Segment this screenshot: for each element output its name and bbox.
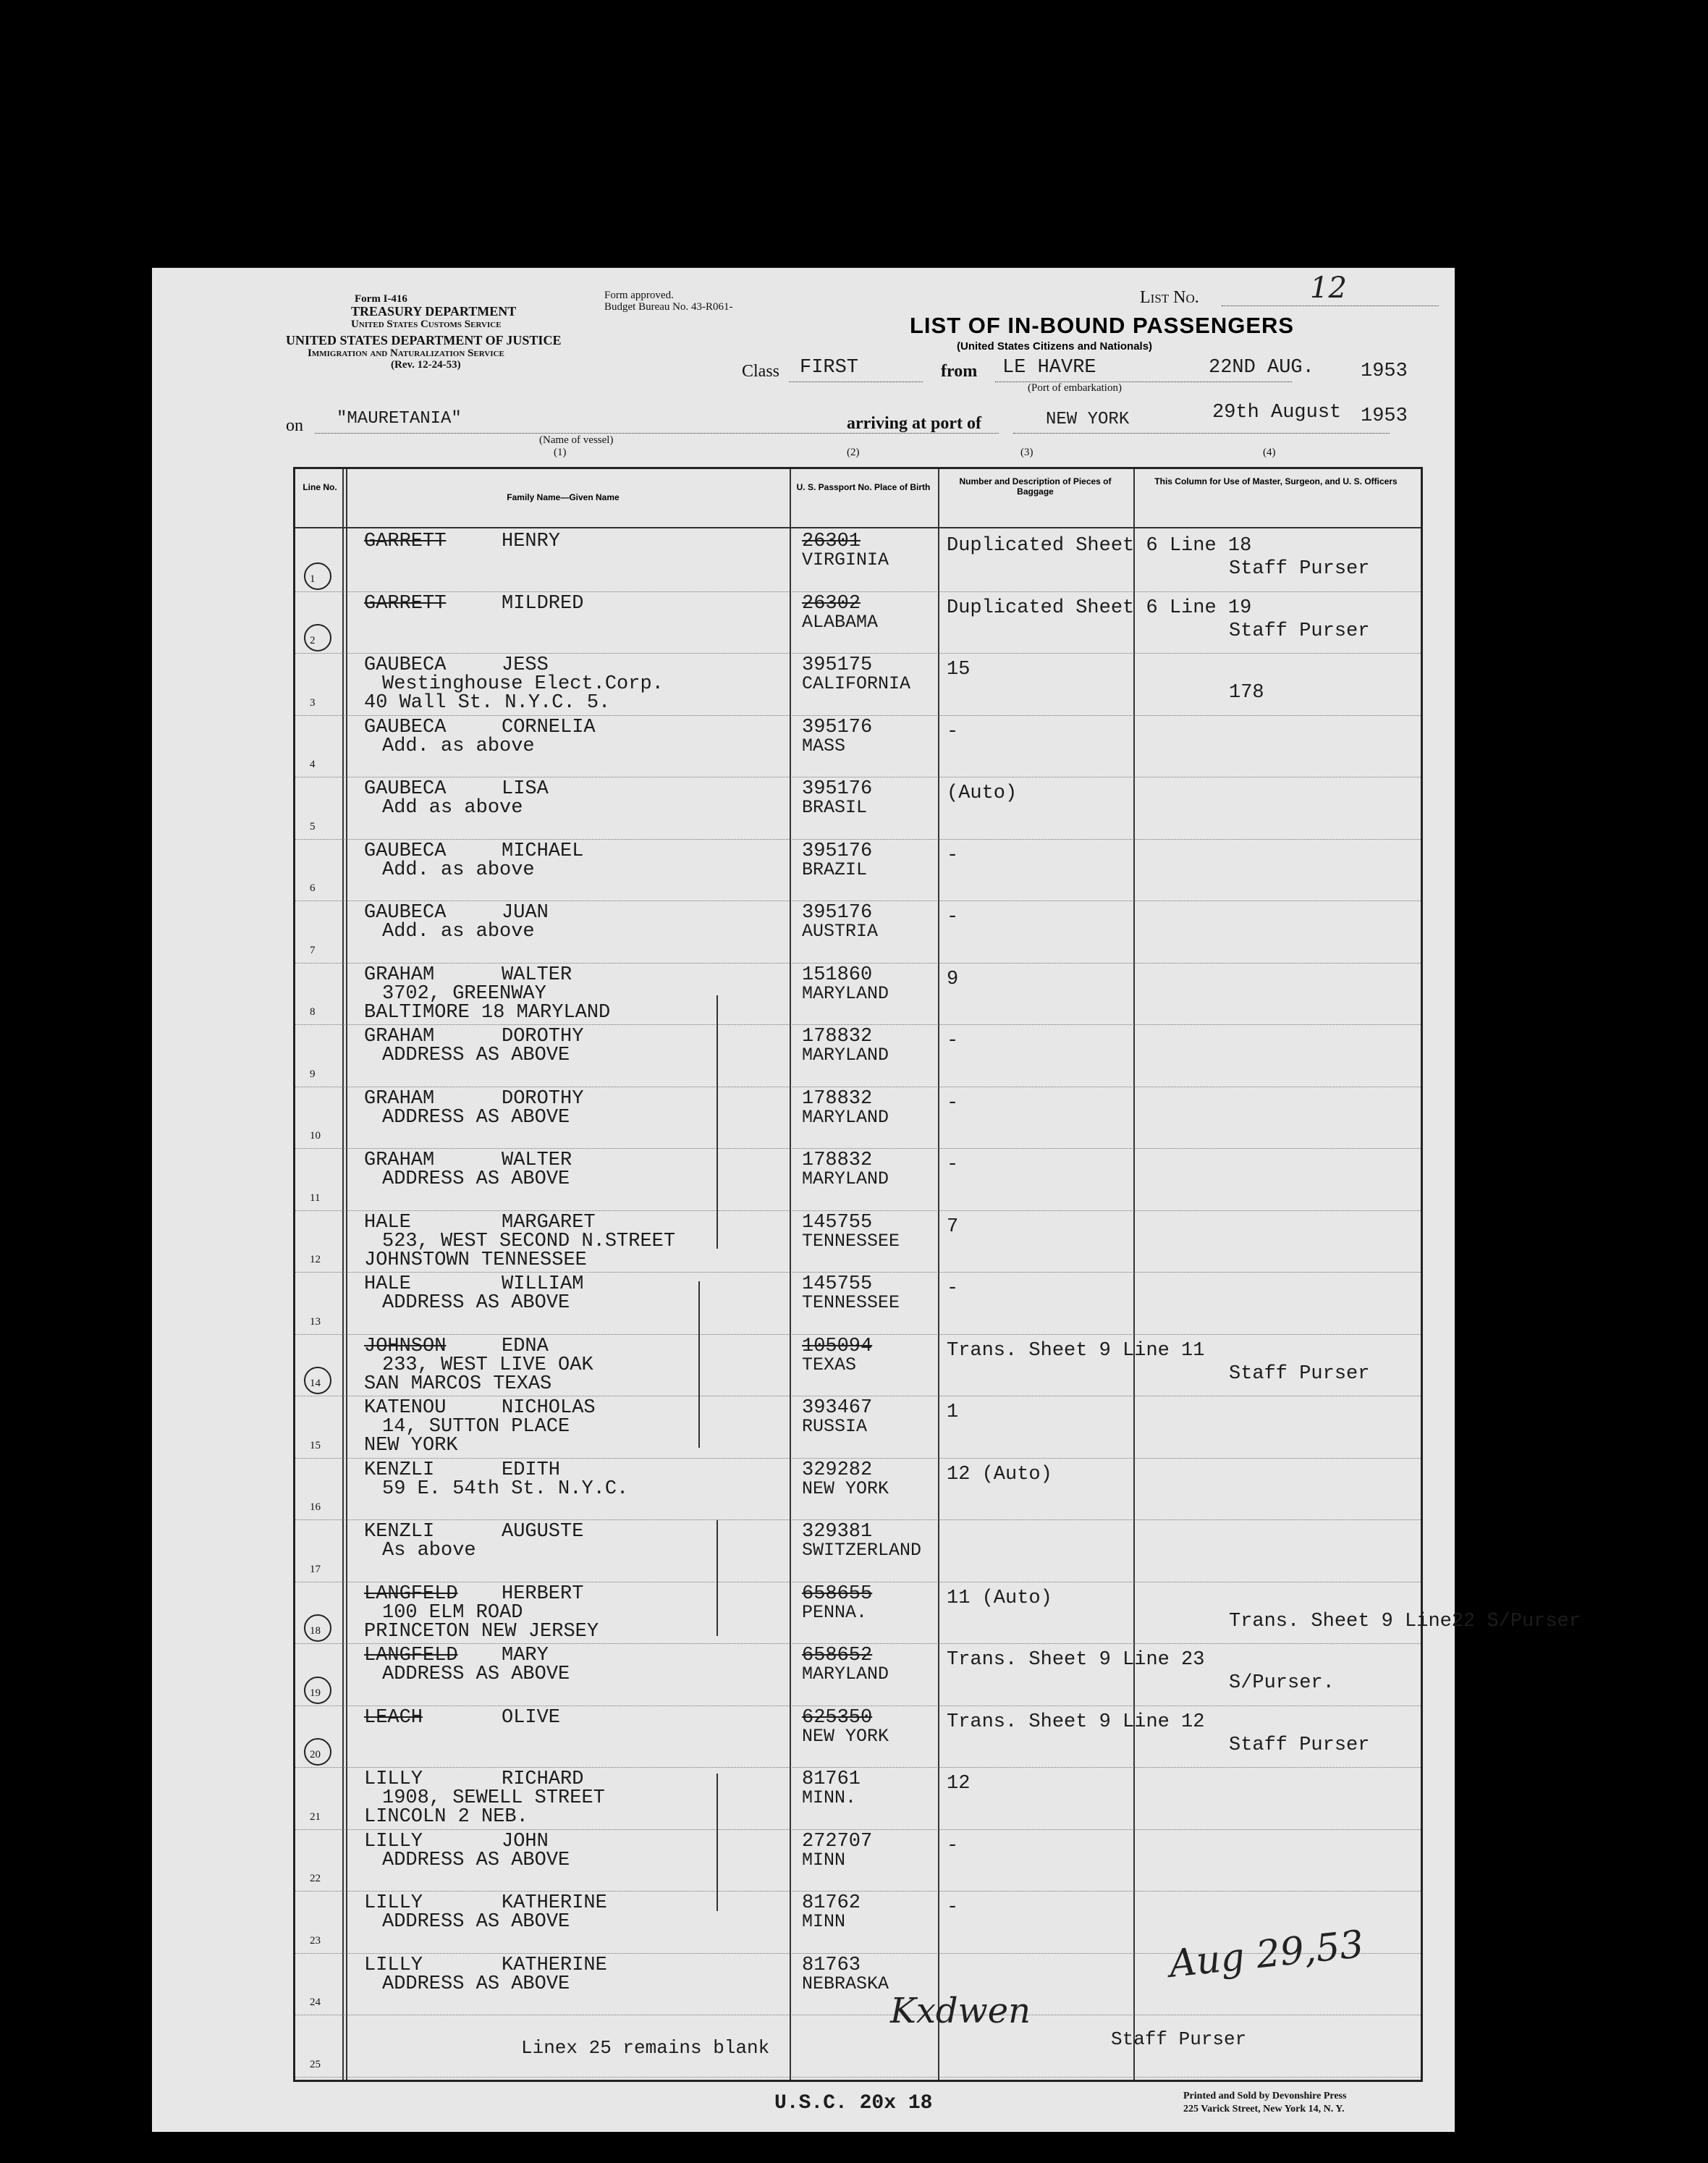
- given-name: WALTER: [502, 1150, 572, 1171]
- arrival-year: 1953: [1361, 405, 1408, 427]
- family-name: GAUBECA: [364, 778, 447, 800]
- given-name: HENRY: [502, 531, 561, 552]
- passport-number: 329282: [802, 1459, 873, 1481]
- line-number: 6: [310, 882, 316, 894]
- address-line-2: PRINCETON NEW JERSEY: [364, 1620, 599, 1643]
- line-number: 12: [310, 1254, 321, 1265]
- baggage: (Auto): [947, 783, 1018, 804]
- line-number: 11: [310, 1192, 321, 1204]
- port-embark-label: (Port of embarkation): [1028, 382, 1122, 394]
- place-of-birth: MASS: [802, 735, 846, 756]
- blank-line-note: Linex 25 remains blank: [521, 2037, 770, 2059]
- address-line-1: Add. as above: [382, 735, 535, 757]
- col-num-4: (4): [1263, 447, 1276, 458]
- table-row: [295, 591, 1421, 654]
- family-name: GRAHAM: [364, 964, 435, 986]
- line-number: 18: [310, 1625, 321, 1637]
- given-name: DOROTHY: [502, 1087, 584, 1110]
- given-name: NICHOLAS: [502, 1397, 596, 1419]
- line-number: 17: [310, 1563, 321, 1575]
- place-of-birth: SWITZERLAND: [802, 1540, 922, 1561]
- baggage: -: [947, 906, 959, 928]
- baggage: Duplicated Sheet 6 Line 19: [947, 596, 1252, 619]
- budget-label: Budget Bureau No. 43-R061-: [604, 301, 733, 313]
- family-name: GRAHAM: [364, 1026, 435, 1047]
- baggage: 12 (Auto): [947, 1463, 1052, 1485]
- line-number: 21: [310, 1810, 321, 1823]
- given-name: JOHN: [502, 1830, 549, 1852]
- revision-label: (Rev. 12-24-53): [391, 359, 461, 371]
- printer-line-2: 225 Varick Street, New York 14, N. Y.: [1183, 2104, 1345, 2114]
- line-number: 25: [310, 2058, 321, 2070]
- place-of-birth: BRAZIL: [802, 859, 868, 880]
- passport-number: 26301: [802, 531, 861, 552]
- given-name: EDNA: [502, 1335, 549, 1357]
- given-name: WILLIAM: [502, 1273, 584, 1295]
- given-name: JESS: [502, 654, 549, 676]
- baggage: 9: [947, 968, 959, 990]
- address-line-1: ADDRESS AS ABOVE: [382, 1973, 570, 1995]
- given-name: MICHAEL: [502, 840, 584, 862]
- baggage: -: [947, 720, 959, 743]
- passport-number: 81761: [802, 1768, 861, 1790]
- form-subtitle: (United States Citizens and Nationals): [957, 340, 1153, 353]
- passport-number: 178832: [802, 1150, 873, 1171]
- table-row: [295, 1148, 1421, 1210]
- table-row: [295, 1396, 1421, 1458]
- given-name: OLIVE: [502, 1706, 561, 1729]
- officer-note: Trans. Sheet 9 Line22 S/Purser: [1229, 1610, 1581, 1632]
- passport-number: 81763: [802, 1954, 861, 1976]
- col-num-2: (2): [847, 447, 860, 458]
- passport-number: 81762: [802, 1892, 861, 1914]
- class-line: [789, 381, 923, 382]
- table-row: [295, 1210, 1421, 1273]
- usc-code: U.S.C. 20x 18: [774, 2092, 933, 2114]
- address-line-2: JOHNSTOWN TENNESSEE: [364, 1249, 587, 1271]
- table-row: [295, 715, 1421, 777]
- place-of-birth: VIRGINIA: [802, 549, 889, 570]
- line-circle-mark: [304, 1367, 331, 1394]
- printer-line-1: Printed and Sold by Devonshire Press: [1183, 2091, 1347, 2101]
- family-name: LILLY: [364, 1768, 423, 1790]
- family-name: JOHNSON: [364, 1335, 447, 1357]
- place-of-birth: MINN: [802, 1849, 846, 1871]
- line-circle-mark: [304, 624, 331, 652]
- line-number: 8: [310, 1006, 316, 1018]
- table-row: [295, 1519, 1421, 1582]
- officer-note: Staff Purser: [1229, 1734, 1370, 1756]
- passport-number: 272707: [802, 1830, 873, 1852]
- line-number: 7: [310, 944, 316, 956]
- baggage: 7: [947, 1215, 959, 1238]
- family-name: LEACH: [364, 1706, 423, 1729]
- table-row: [295, 1334, 1421, 1396]
- officer-note: Staff Purser: [1229, 558, 1370, 580]
- address-line-2: BALTIMORE 18 MARYLAND: [364, 1001, 611, 1024]
- family-name: GAUBECA: [364, 902, 447, 924]
- line-number: 1: [310, 573, 316, 585]
- line-number: 19: [310, 1687, 321, 1699]
- address-line-1: 523, WEST SECOND N.STREET: [382, 1230, 676, 1252]
- passport-number: 145755: [802, 1211, 873, 1234]
- arrival-line: [1013, 433, 1390, 434]
- line-number: 4: [310, 759, 316, 770]
- place-of-birth: CALIFORNIA: [802, 673, 911, 694]
- table-row: [295, 1272, 1421, 1334]
- baggage: -: [947, 1897, 959, 1918]
- place-of-birth: MARYLAND: [802, 1168, 889, 1189]
- address-line-1: Westinghouse Elect.Corp.: [382, 673, 664, 695]
- passport-number: 658655: [802, 1582, 873, 1605]
- family-name: KENZLI: [364, 1521, 435, 1543]
- officer-note: 178: [1229, 682, 1264, 704]
- customs-label: United States Customs Service: [351, 319, 502, 330]
- address-line-2: LINCOLN 2 NEB.: [364, 1806, 528, 1828]
- address-line-1: 1908, SEWELL STREET: [382, 1787, 605, 1809]
- given-name: LISA: [502, 778, 549, 800]
- vessel-label: (Name of vessel): [539, 434, 614, 446]
- list-no-line: [1222, 305, 1439, 306]
- family-name: GAUBECA: [364, 654, 447, 676]
- baggage: Trans. Sheet 9 Line 12: [947, 1711, 1205, 1733]
- address-line-1: ADDRESS AS ABOVE: [382, 1106, 570, 1129]
- line-number: 20: [310, 1749, 321, 1761]
- family-name: HALE: [364, 1273, 411, 1295]
- bracket-mark: [698, 1281, 700, 1448]
- baggage: -: [947, 1092, 959, 1114]
- baggage: Trans. Sheet 9 Line 23: [947, 1649, 1205, 1671]
- baggage: -: [947, 1834, 959, 1857]
- address-line-2: NEW YORK: [364, 1435, 458, 1456]
- passport-number: 178832: [802, 1026, 873, 1047]
- line-number: 3: [310, 696, 316, 709]
- passport-number: 178832: [802, 1087, 873, 1110]
- given-name: AUGUSTE: [502, 1521, 584, 1543]
- given-name: MILDRED: [502, 592, 584, 615]
- baggage: -: [947, 844, 959, 867]
- address-line-2: 40 Wall St. N.Y.C. 5.: [364, 692, 611, 714]
- table-row: [295, 653, 1421, 715]
- line-number: 23: [310, 1934, 321, 1947]
- given-name: EDITH: [502, 1459, 561, 1481]
- passport-number: 625350: [802, 1706, 873, 1729]
- officer-note: Staff Purser: [1229, 1362, 1370, 1385]
- family-name: GAUBECA: [364, 840, 447, 862]
- given-name: WALTER: [502, 964, 572, 986]
- from-label: from: [941, 362, 978, 381]
- table-row: [295, 1582, 1581, 1644]
- bracket-mark: [716, 1774, 718, 1911]
- place-of-birth: NEBRASKA: [802, 1973, 889, 1994]
- given-name: DOROTHY: [502, 1026, 584, 1047]
- given-name: JUAN: [502, 902, 549, 924]
- given-name: RICHARD: [502, 1768, 584, 1790]
- manifest-page: [152, 268, 1581, 2132]
- passport-number: 395176: [802, 716, 873, 738]
- table-row: [295, 1705, 1421, 1768]
- family-name: GAUBECA: [364, 716, 447, 738]
- arrival-port: NEW YORK: [1046, 410, 1130, 429]
- line-circle-mark: [304, 1738, 331, 1766]
- passport-number: 145755: [802, 1273, 873, 1295]
- address-line-1: ADDRESS AS ABOVE: [382, 1045, 570, 1066]
- place-of-birth: TENNESSEE: [802, 1230, 900, 1252]
- passenger-table: [293, 467, 1581, 2082]
- family-name: LANGFELD: [364, 1645, 458, 1666]
- col-head-line: Line No.: [303, 482, 337, 492]
- passport-number: 26302: [802, 592, 861, 615]
- table-row: [295, 1643, 1421, 1705]
- place-of-birth: MARYLAND: [802, 1106, 889, 1128]
- address-line-1: Add as above: [382, 797, 523, 819]
- passport-number: 393467: [802, 1397, 873, 1419]
- line-number: 14: [310, 1378, 321, 1389]
- address-line-1: 3702, GREENWAY: [382, 982, 546, 1005]
- passport-number: 395176: [802, 840, 873, 862]
- given-name: MARGARET: [502, 1211, 596, 1234]
- table-row: [295, 1767, 1421, 1829]
- family-name: GRAHAM: [364, 1150, 435, 1171]
- baggage: Duplicated Sheet 6 Line 18: [947, 535, 1252, 557]
- line-number: 2: [310, 635, 316, 646]
- place-of-birth: RUSSIA: [802, 1416, 868, 1437]
- place-of-birth: TEXAS: [802, 1354, 857, 1375]
- baggage: Trans. Sheet 9 Line 11: [947, 1339, 1205, 1362]
- baggage: 11 (Auto): [947, 1587, 1052, 1609]
- address-line-1: 59 E. 54th St. N.Y.C.: [382, 1477, 629, 1500]
- line-number: 5: [310, 820, 316, 832]
- baggage: 12: [947, 1773, 971, 1795]
- family-name: LILLY: [364, 1954, 423, 1976]
- family-name: LILLY: [364, 1830, 423, 1852]
- table-row: [295, 1458, 1421, 1520]
- list-no-label: List No.: [1140, 288, 1199, 307]
- baggage: -: [947, 1154, 959, 1176]
- on-label: on: [286, 416, 303, 435]
- passport-number: 395176: [802, 778, 873, 800]
- table-row: [295, 963, 1421, 1025]
- arriving-label: arriving at port of: [847, 414, 981, 433]
- embark-year: 1953: [1361, 360, 1408, 382]
- col-num-1: (1): [554, 447, 567, 458]
- place-of-birth: MINN: [802, 1911, 846, 1932]
- line-number: 13: [310, 1315, 321, 1328]
- family-name: GARRETT: [364, 592, 447, 615]
- bracket-mark: [716, 995, 718, 1249]
- address-line-1: Add. as above: [382, 859, 535, 881]
- passport-number: 151860: [802, 964, 873, 986]
- place-of-birth: PENNA.: [802, 1601, 868, 1623]
- address-line-1: ADDRESS AS ABOVE: [382, 1911, 570, 1933]
- baggage: 15: [947, 659, 971, 680]
- table-row: [295, 839, 1421, 901]
- class-label: Class: [742, 362, 780, 381]
- table-row: [295, 2015, 1421, 2077]
- baggage: -: [947, 1030, 959, 1052]
- col-head-name: Family Name—Given Name: [507, 492, 620, 502]
- passport-number: 658652: [802, 1645, 873, 1666]
- place-of-birth: NEW YORK: [802, 1477, 889, 1499]
- purser-signature: Kxdwen: [890, 1991, 1031, 2031]
- address-line-1: Add. as above: [382, 921, 535, 943]
- from-value: LE HAVRE: [1002, 357, 1096, 379]
- treasury-label: TREASURY DEPARTMENT: [351, 304, 517, 319]
- table-row: [295, 777, 1421, 839]
- line-circle-mark: [304, 1614, 331, 1642]
- given-name: CORNELIA: [502, 716, 596, 738]
- family-name: LILLY: [364, 1892, 423, 1914]
- line-number: 10: [310, 1130, 321, 1142]
- form-title: LIST OF IN-BOUND PASSENGERS: [910, 313, 1295, 338]
- place-of-birth: BRASIL: [802, 797, 868, 818]
- given-name: MARY: [502, 1645, 549, 1666]
- address-line-1: 14, SUTTON PLACE: [382, 1416, 570, 1438]
- line-number: 24: [310, 1997, 321, 2008]
- line-number: 22: [310, 1873, 321, 1884]
- given-name: HERBERT: [502, 1582, 584, 1605]
- address-line-1: ADDRESS AS ABOVE: [382, 1664, 570, 1685]
- family-name: HALE: [364, 1211, 411, 1234]
- family-name: LANGFELD: [364, 1582, 458, 1605]
- place-of-birth: MARYLAND: [802, 1664, 889, 1685]
- bracket-mark: [716, 1520, 718, 1636]
- place-of-birth: ALABAMA: [802, 611, 879, 633]
- place-of-birth: MARYLAND: [802, 982, 889, 1004]
- place-of-birth: TENNESSEE: [802, 1292, 900, 1313]
- line-number: 16: [310, 1501, 321, 1513]
- place-of-birth: AUSTRIA: [802, 921, 879, 942]
- arrival-date: 29th August: [1212, 402, 1342, 423]
- passport-number: 395175: [802, 654, 873, 676]
- justice-label: UNITED STATES DEPARTMENT OF JUSTICE: [286, 333, 562, 347]
- given-name: KATHERINE: [502, 1892, 607, 1914]
- passport-number: 395176: [802, 902, 873, 924]
- line-circle-mark: [304, 562, 331, 590]
- family-name: KATENOU: [364, 1397, 447, 1419]
- given-name: KATHERINE: [502, 1954, 607, 1976]
- table-row: [295, 1024, 1421, 1087]
- table-row: [295, 529, 1421, 591]
- line-number: 9: [310, 1068, 316, 1080]
- passport-number: 105094: [802, 1335, 873, 1357]
- address-line-1: ADDRESS AS ABOVE: [382, 1168, 570, 1190]
- embark-date: 22ND AUG.: [1209, 357, 1314, 379]
- address-line-1: As above: [382, 1540, 476, 1561]
- class-value: FIRST: [800, 357, 859, 379]
- approved-label: Form approved.: [604, 290, 674, 301]
- table-row: [295, 1829, 1421, 1892]
- col-head-officers: This Column for Use of Master, Surgeon, and U. S. Officers: [1154, 476, 1398, 486]
- address-line-2: SAN MARCOS TEXAS: [364, 1373, 552, 1395]
- table-row: [295, 901, 1421, 963]
- place-of-birth: NEW YORK: [802, 1725, 889, 1747]
- inspector-stamp: Aug 29,53: [1167, 1923, 1366, 1986]
- family-name: GRAHAM: [364, 1087, 435, 1110]
- place-of-birth: MINN.: [802, 1787, 857, 1808]
- col-head-passport: U. S. Passport No. Place of Birth: [796, 482, 931, 492]
- address-line-1: ADDRESS AS ABOVE: [382, 1292, 570, 1314]
- family-name: KENZLI: [364, 1459, 435, 1481]
- line-number: 15: [310, 1439, 321, 1451]
- baggage: -: [947, 1278, 959, 1299]
- passport-number: 329381: [802, 1521, 873, 1543]
- baggage: 1: [947, 1401, 959, 1423]
- vessel-name: "MAURETANIA": [337, 409, 462, 429]
- ins-label: Immigration and Naturalization Service: [308, 347, 504, 359]
- officer-note: Staff Purser: [1229, 620, 1370, 642]
- family-name: GARRETT: [364, 531, 447, 552]
- list-no-value: 12: [1310, 271, 1347, 305]
- address-line-1: ADDRESS AS ABOVE: [382, 1849, 570, 1871]
- address-line-1: 233, WEST LIVE OAK: [382, 1354, 593, 1376]
- officer-note: S/Purser.: [1229, 1672, 1335, 1694]
- form-number: Form I-416: [355, 293, 407, 305]
- col-num-3: (3): [1020, 447, 1033, 458]
- table-row: [295, 1087, 1421, 1149]
- footer-staff-purser: Staff Purser: [1111, 2028, 1247, 2050]
- address-line-1: 100 ELM ROAD: [382, 1601, 523, 1624]
- line-circle-mark: [304, 1677, 331, 1704]
- place-of-birth: MARYLAND: [802, 1045, 889, 1066]
- col-head-baggage: Number and Description of Pieces of Baggage: [959, 476, 1112, 497]
